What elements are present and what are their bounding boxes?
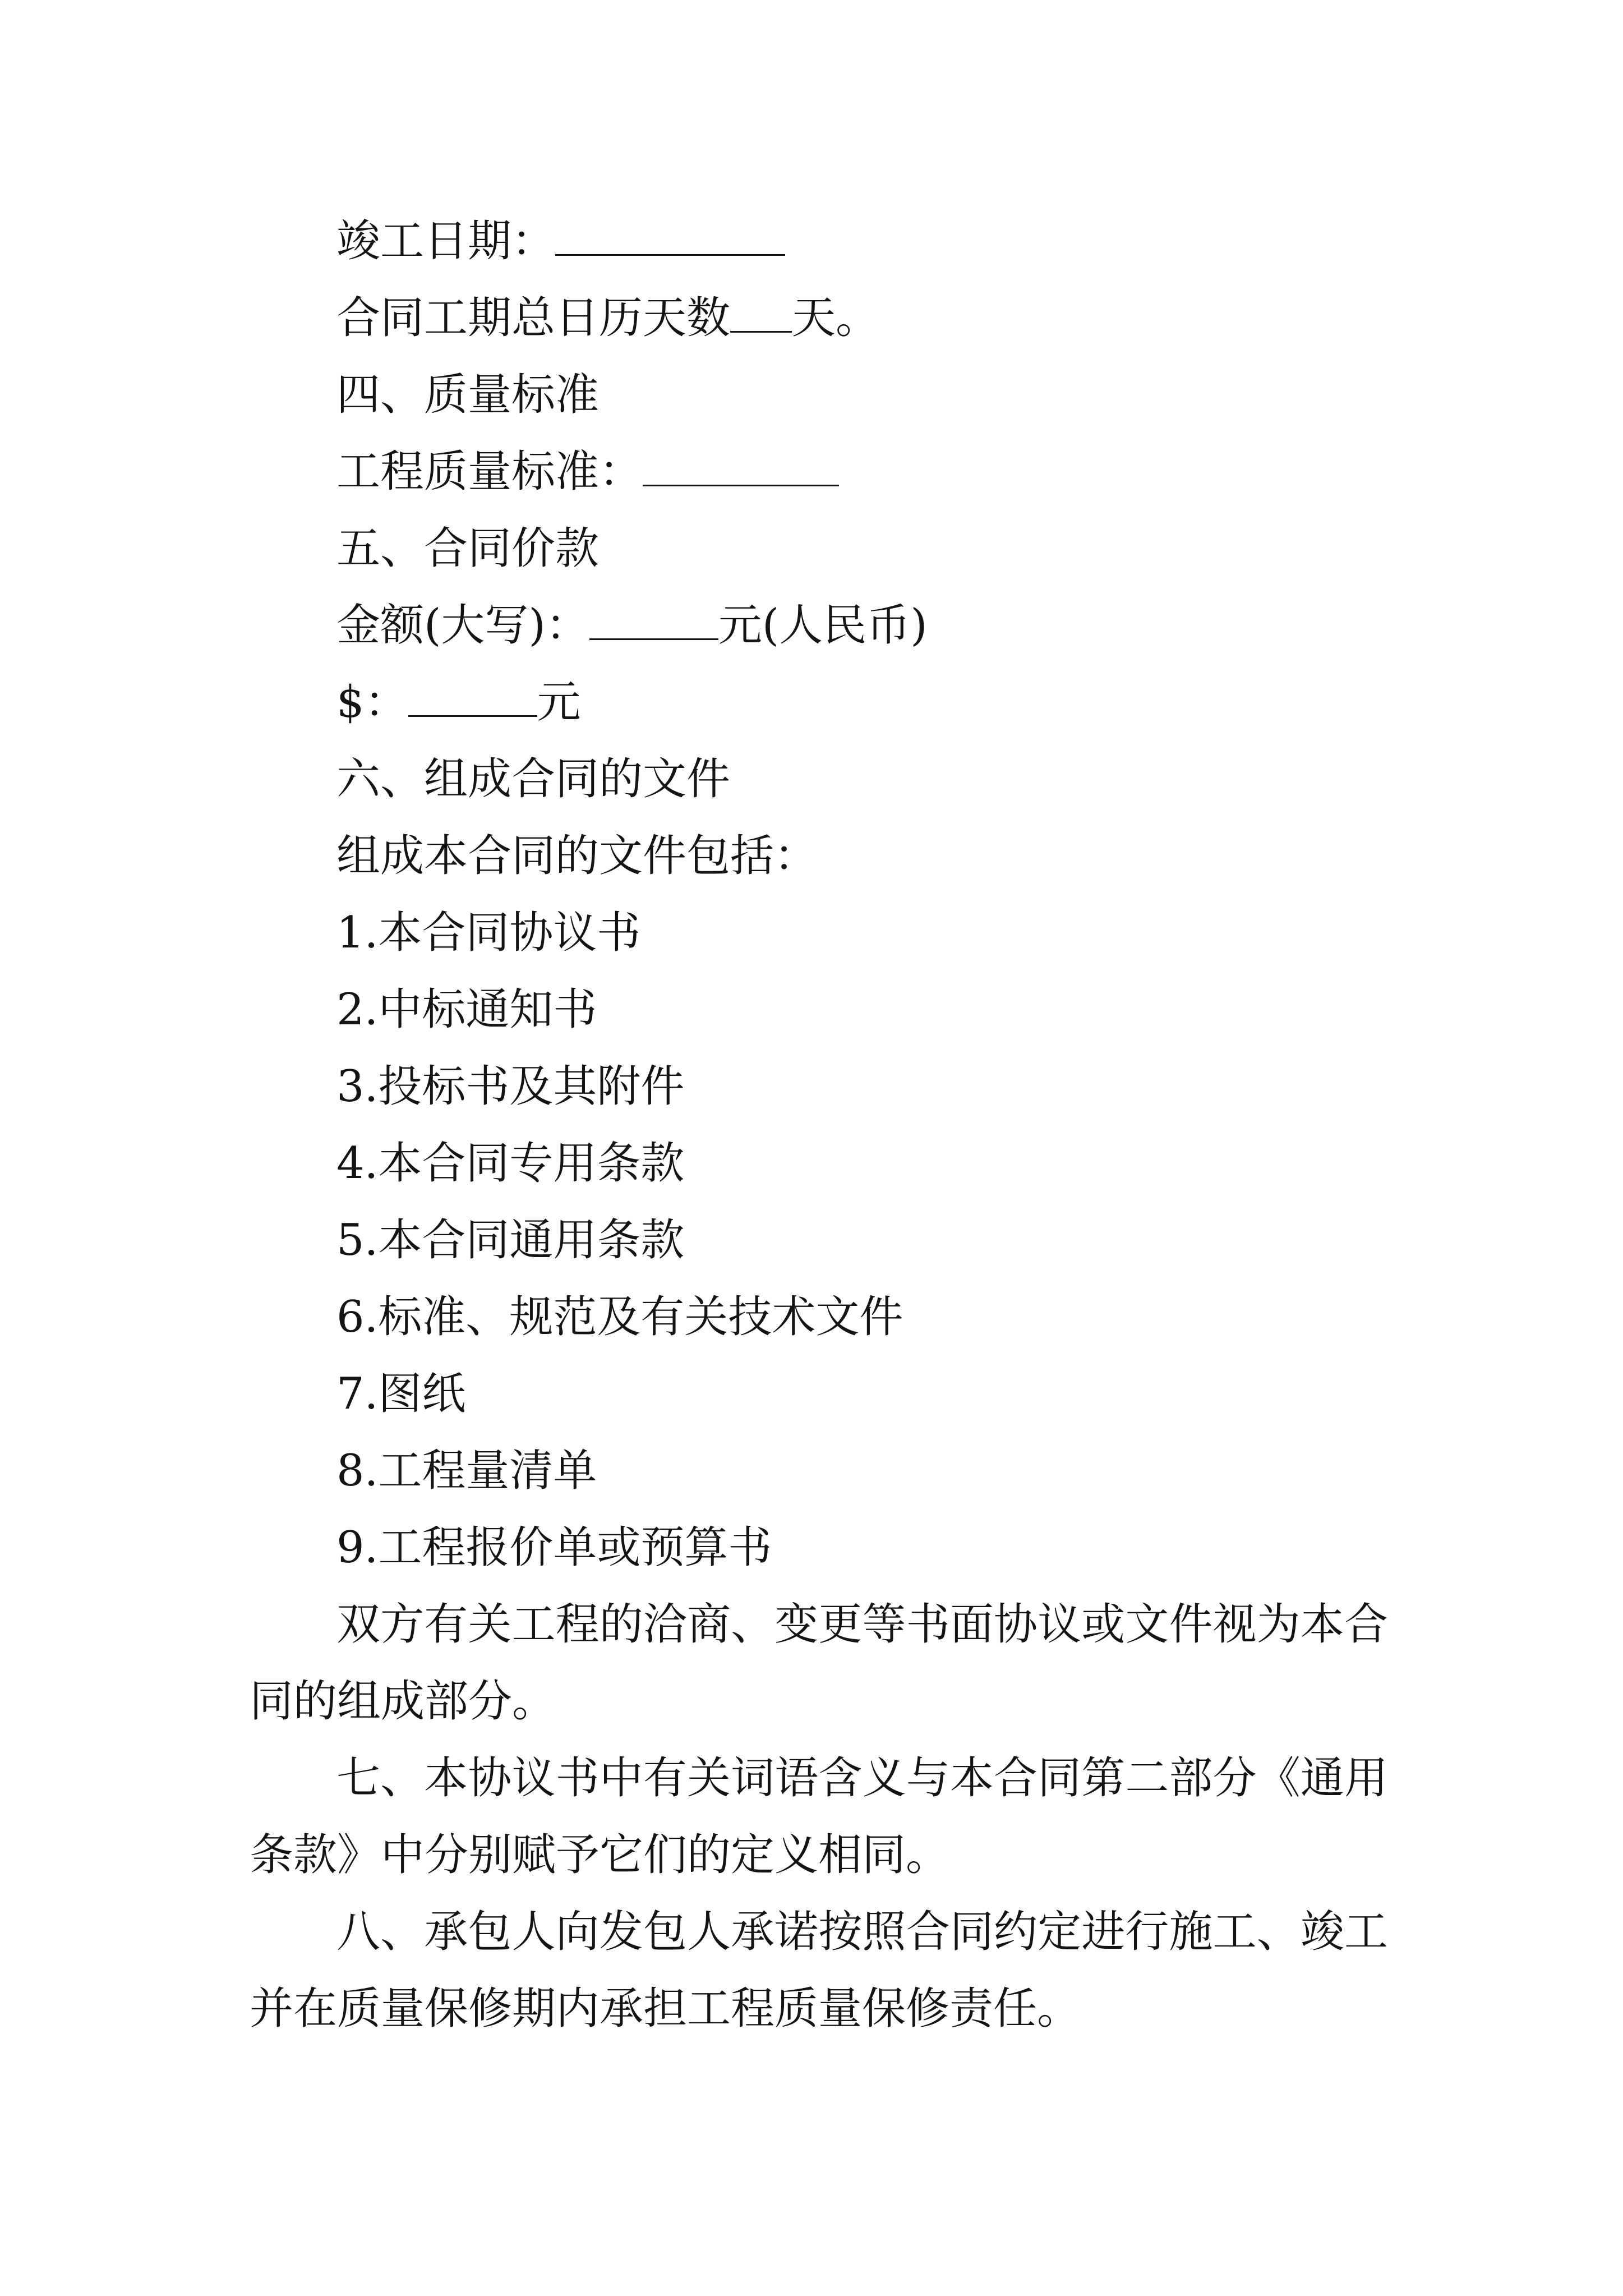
amount-figures-suffix: 元 (537, 677, 581, 728)
section-7-paragraph: 七、本协议书中有关词语含义与本合同第二部分《通用条款》中分别赋予它们的定义相同。 (250, 1753, 1388, 1880)
amount-figures-label: $： (336, 677, 408, 728)
document-list-item: 3.投标书及其附件 (336, 1061, 685, 1112)
document-list-item: 5.本合同通用条款 (336, 1215, 685, 1266)
amount-words-suffix: 元(人民币) (718, 600, 928, 651)
document-list-item: 6.标准、规范及有关技术文件 (336, 1292, 903, 1342)
quality-standard-label: 工程质量标准： (336, 447, 643, 497)
document-list-item: 2.中标通知书 (336, 984, 597, 1035)
amount-figures-blank (408, 680, 537, 717)
completion-date-label: 竣工日期： (336, 216, 556, 266)
document-list-item: 1.本合同协议书 (336, 908, 641, 958)
total-days-suffix: 天。 (792, 293, 880, 343)
section-6-heading: 六、组成合同的文件 (336, 754, 731, 804)
amount-words-label: 金额(大写)： (336, 600, 589, 651)
total-days-prefix: 合同工期总日历天数 (336, 293, 731, 343)
document-list-item: 4.本合同专用条款 (336, 1138, 685, 1189)
document-list-item: 9.工程报价单或预算书 (336, 1522, 772, 1573)
section-6-intro: 组成本合同的文件包括： (336, 831, 818, 881)
total-days-line (336, 290, 879, 346)
completion-date-blank (555, 219, 785, 256)
amount-figures-line (336, 674, 581, 730)
document-list-item: 8.工程量清单 (336, 1446, 597, 1496)
completion-date-line (336, 213, 785, 269)
amount-words-line (336, 597, 928, 654)
quality-standard-blank (643, 450, 839, 486)
section-8-paragraph: 八、承包人向发包人承诺按照合同约定进行施工、竣工并在质量保修期内承担工程质量保修责任。 (250, 1907, 1388, 2034)
total-days-blank (730, 296, 792, 333)
section-6-closing-paragraph: 双方有关工程的洽商、变更等书面协议或文件视为本合同的组成部分。 (250, 1599, 1388, 1727)
quality-standard-line (336, 444, 839, 500)
document-list-item: 7.图纸 (336, 1369, 466, 1419)
amount-words-blank (589, 604, 718, 640)
section-4-heading: 四、质量标准 (336, 370, 600, 420)
section-5-heading: 五、合同价款 (336, 523, 600, 574)
